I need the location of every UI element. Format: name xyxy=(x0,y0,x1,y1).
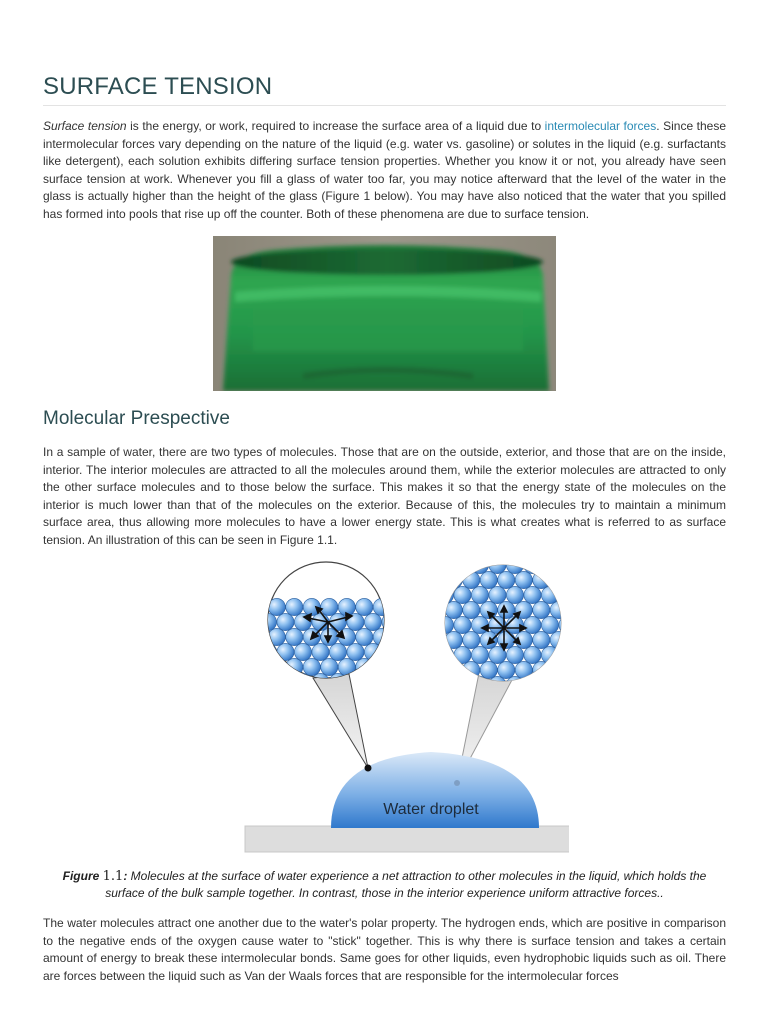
interior-molecule xyxy=(480,661,497,678)
interior-molecule xyxy=(419,560,436,574)
surface-molecule xyxy=(373,658,390,675)
interior-molecule xyxy=(524,646,541,663)
interior-molecule xyxy=(428,571,445,588)
surface-molecule xyxy=(329,613,346,630)
surface-molecule xyxy=(251,598,268,615)
interior-molecule xyxy=(480,571,497,588)
interior-molecule xyxy=(541,560,558,574)
molecular-paragraph: In a sample of water, there are two types of molecules. Those that are on the outside, exterior, and those that are on the inside, interior. The interior molecules are attracted to all the molecules around them, while the exterior molecules are attracted to only the other surface molecules and to those below the surface. This makes it so that the energy state of the molecules on the interior is much lower than that of the molecules on the exterior. Because of this, the molecules try to maintain a minimum surface area, thus allowing more molecules to have a lower energy state. This is what creates what is referred to as surface tension. An illustration of this can be seen in Figure 1.1. xyxy=(43,445,726,547)
surface-molecule xyxy=(251,658,268,675)
interior-molecule xyxy=(533,661,550,678)
interior-molecule xyxy=(454,616,471,633)
surface-molecule xyxy=(242,643,259,660)
surface-molecule xyxy=(259,673,276,690)
surface-molecule xyxy=(251,628,268,645)
interior-molecule xyxy=(524,676,541,693)
surface-molecule xyxy=(286,628,303,645)
interior-molecule xyxy=(541,676,558,693)
interior-molecule xyxy=(559,560,569,574)
glass-photo xyxy=(213,236,556,391)
surface-molecule xyxy=(382,643,399,660)
interior-molecule xyxy=(436,676,453,693)
interior-molecule xyxy=(428,631,445,648)
surface-point xyxy=(365,765,372,772)
interior-molecule xyxy=(419,616,436,633)
surface-molecule xyxy=(286,658,303,675)
interior-molecule xyxy=(506,646,523,663)
surface-molecule xyxy=(391,628,408,645)
interior-molecule xyxy=(515,571,532,588)
interior-molecule xyxy=(454,676,471,693)
interior-molecule xyxy=(559,676,569,693)
interior-molecule xyxy=(498,571,515,588)
surface-molecule xyxy=(303,658,320,675)
interior-molecule xyxy=(471,616,488,633)
interior-molecule xyxy=(550,601,567,618)
interior-molecule xyxy=(559,586,569,603)
interior-molecule xyxy=(541,616,558,633)
surface-molecule xyxy=(277,613,294,630)
surface-molecule xyxy=(391,598,408,615)
interior-molecule xyxy=(419,676,436,693)
interior-molecule xyxy=(533,601,550,618)
surface-molecule xyxy=(356,628,373,645)
interior-molecule xyxy=(533,571,550,588)
interior-molecule xyxy=(550,661,567,678)
surface-molecule xyxy=(277,643,294,660)
surface-molecule xyxy=(391,658,408,675)
surface-molecule xyxy=(364,673,381,690)
interior-molecule xyxy=(498,661,515,678)
surface-molecule xyxy=(373,598,390,615)
intermolecular-forces-link[interactable]: intermolecular forces xyxy=(544,119,657,133)
interior-molecule xyxy=(471,586,488,603)
surface-molecule xyxy=(329,643,346,660)
interior-molecule xyxy=(419,646,436,663)
surface-molecule xyxy=(268,658,285,675)
closing-paragraph: The water molecules attract one another due to the water's polar property. The hydrogen ends, which are positive in comparison to the negative ends of the oxygen cause water to "stick" together. This is why there is surface tension and takes a certain amount of energy to break these intermolecular bonds. Same goes for other liquids, even hydrophobic liquids such as oil. There are forces between the liquid such as Van der Waals forces that are responsible for the intermolecular forces xyxy=(43,916,726,983)
interior-molecule xyxy=(524,616,541,633)
interior-molecule xyxy=(471,646,488,663)
interior-molecule xyxy=(463,601,480,618)
surface-molecule xyxy=(382,673,399,690)
interior-molecule xyxy=(533,631,550,648)
interior-molecule xyxy=(419,586,436,603)
figure-caption xyxy=(43,868,726,902)
section-heading: Molecular Prespective xyxy=(43,408,230,429)
interior-molecule xyxy=(489,586,506,603)
interior-molecule xyxy=(445,631,462,648)
surface-molecule xyxy=(356,598,373,615)
surface-molecule xyxy=(294,643,311,660)
surface-molecule xyxy=(242,673,259,690)
surface-molecule xyxy=(338,658,355,675)
interior-molecule xyxy=(445,571,462,588)
surface-molecule xyxy=(347,643,364,660)
caption-number: 1.1 xyxy=(102,869,124,884)
interior-molecule xyxy=(524,586,541,603)
interior-molecule xyxy=(428,661,445,678)
surface-molecule xyxy=(364,613,381,630)
page-title: SURFACE TENSION xyxy=(43,73,273,100)
surface-molecules-inset xyxy=(242,562,408,691)
caption-text: Molecules at the surface of water experience a net attraction to other molecules in the liquid, which holds the surface of the bulk sample together. In contrast, those in the interior experience uniform attractive forces.. xyxy=(105,869,707,900)
surface-molecule xyxy=(242,613,259,630)
intro-text-a: is the energy, or work, required to increase the surface area of a liquid due to xyxy=(126,119,545,133)
interior-molecule xyxy=(515,661,532,678)
interior-force-arrows xyxy=(482,606,526,650)
surface-molecule xyxy=(277,673,294,690)
molecule-diagram xyxy=(201,560,569,860)
surface-molecule xyxy=(312,643,329,660)
interior-molecule xyxy=(568,601,569,618)
surface-molecule xyxy=(356,658,373,675)
interior-molecule xyxy=(463,631,480,648)
title-divider xyxy=(43,105,726,106)
interior-molecule xyxy=(454,586,471,603)
interior-point xyxy=(454,780,460,786)
interior-molecule xyxy=(463,661,480,678)
interior-molecule xyxy=(541,646,558,663)
interior-molecule xyxy=(568,661,569,678)
surface-molecule xyxy=(321,598,338,615)
interior-molecule xyxy=(428,601,445,618)
interior-molecule xyxy=(506,586,523,603)
interior-molecule xyxy=(454,646,471,663)
surface-molecule xyxy=(321,658,338,675)
interior-molecules-inset xyxy=(419,560,569,694)
surface-molecule xyxy=(364,643,381,660)
interior-molecule xyxy=(436,586,453,603)
intro-term: Surface tension xyxy=(43,119,127,133)
intro-text-b: . Since these intermolecular forces vary depending on the nature of the liquid (e.g. water vs. gasoline) or solutes in the liquid (e.g. surfactants like detergent), each solution exhibits differing surface tension properties. Whether you know it or not, you already have seen surface tension at work. Whenever you fill a glass of water too far, you may notice afterward that the level of the water in the glass is actually higher than the height of the glass (Figure 1 below). You may have also noticed that the water that you spilled has formed into pools that rise up off the counter. Both of these phenomena are due to surface tension. xyxy=(43,119,727,221)
counter-surface xyxy=(245,826,569,852)
interior-molecule xyxy=(436,560,453,574)
interior-molecule xyxy=(550,571,567,588)
surface-molecule xyxy=(286,598,303,615)
surface-molecule xyxy=(268,628,285,645)
intro-paragraph xyxy=(43,118,726,223)
interior-molecule xyxy=(568,571,569,588)
droplet-label: Water droplet xyxy=(383,801,479,818)
interior-molecule xyxy=(445,661,462,678)
interior-molecule xyxy=(568,631,569,648)
caption-label: Figure xyxy=(62,869,100,883)
interior-molecule xyxy=(559,646,569,663)
interior-molecule xyxy=(454,560,471,574)
caption-colon: : xyxy=(123,869,128,883)
